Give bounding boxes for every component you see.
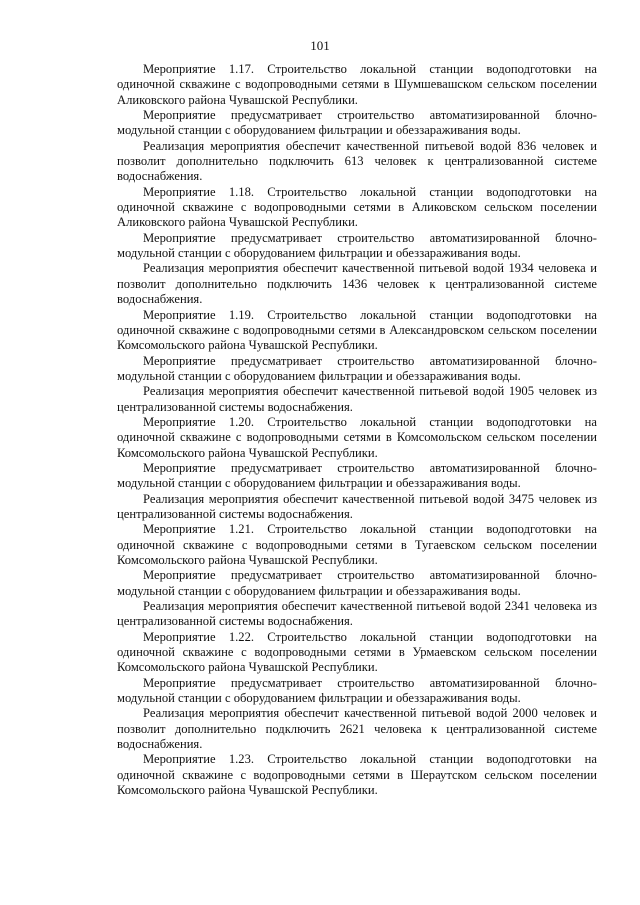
measure-1-18-description: Мероприятие предусматривает строительство автоматизированной блочно-модульной станции с оборудованием фильтрации и обеззараживания воды.: [117, 230, 597, 261]
page-number: 101: [310, 38, 330, 53]
measure-1-22-description: Мероприятие предусматривает строительство автоматизированной блочно-модульной станции с оборудованием фильтрации и обеззараживания воды.: [117, 675, 597, 706]
measure-1-19-title: Мероприятие 1.19. Строительство локальной станции водоподготовки на одиночной скважине с водопроводными сетями в Александровском сельском поселении Комсомольского района Чувашской Республики.: [117, 307, 597, 353]
measure-1-19-description: Мероприятие предусматривает строительство автоматизированной блочно-модульной станции с оборудованием фильтрации и обеззараживания воды.: [117, 353, 597, 383]
measure-1-20-result: Реализация мероприятия обеспечит качественной питьевой водой 3475 человек из централизованной системы водоснабжения.: [117, 491, 597, 521]
measure-1-18-title: Мероприятие 1.18. Строительство локальной станции водоподготовки на одиночной скважине с водопроводными сетями в Аликовском сельском поселении Аликовского района Чувашской Республики.: [117, 184, 597, 230]
measure-1-18-result: Реализация мероприятия обеспечит качественной питьевой водой 1934 человека и позволит дополнительно подключить 1436 человек к централизованной системе водоснабжения.: [117, 261, 597, 307]
measure-1-22-title: Мероприятие 1.22. Строительство локальной станции водоподготовки на одиночной скважине с водопроводными сетями в Урмаевском сельском поселении Комсомольского района Чувашской Республики.: [117, 629, 597, 675]
measure-1-21-title: Мероприятие 1.21. Строительство локальной станции водоподготовки на одиночной скважине с водопроводными сетями в Тугаевском сельском поселении Комсомольского района Чувашской Республики.: [117, 522, 597, 567]
measure-1-19-result: Реализация мероприятия обеспечит качественной питьевой водой 1905 человек из централизованной системы водоснабжения.: [117, 384, 597, 414]
measure-1-20-title: Мероприятие 1.20. Строительство локальной станции водоподготовки на одиночной скважине с водопроводными сетями в Комсомольском сельском поселении Комсомольского района Чувашской Республики.: [117, 414, 597, 460]
measure-1-22-result: Реализация мероприятия обеспечит качественной питьевой водой 2000 человек и позволит дополнительно подключить 2621 человека к централизованной системе водоснабжения.: [117, 706, 597, 752]
document-body: [117, 62, 597, 799]
measure-1-21-description: Мероприятие предусматривает строительство автоматизированной блочно-модульной станции с оборудованием фильтрации и обеззараживания воды.: [117, 568, 597, 598]
measure-1-17-result: Реализация мероприятия обеспечит качественной питьевой водой 836 человек и позволит дополнительно подключить 613 человек к централизованной системе водоснабжения.: [117, 138, 597, 184]
measure-1-23-title: Мероприятие 1.23. Строительство локальной станции водоподготовки на одиночной скважине с водопроводными сетями в Шераутском сельском поселении Комсомольского района Чувашской Республики.: [117, 752, 597, 798]
measure-1-21-result: Реализация мероприятия обеспечит качественной питьевой водой 2341 человека из централизованной системы водоснабжения.: [117, 599, 597, 629]
measure-1-20-description: Мероприятие предусматривает строительство автоматизированной блочно-модульной станции с оборудованием фильтрации и обеззараживания воды.: [117, 460, 597, 491]
measure-1-17-description: Мероприятие предусматривает строительство автоматизированной блочно-модульной станции с оборудованием фильтрации и обеззараживания воды.: [117, 108, 597, 138]
measure-1-17-title: Мероприятие 1.17. Строительство локальной станции водоподготовки на одиночной скважине с водопроводными сетями в Шумшевашском сельском поселении Аликовского района Чувашской Республики.: [117, 62, 597, 107]
